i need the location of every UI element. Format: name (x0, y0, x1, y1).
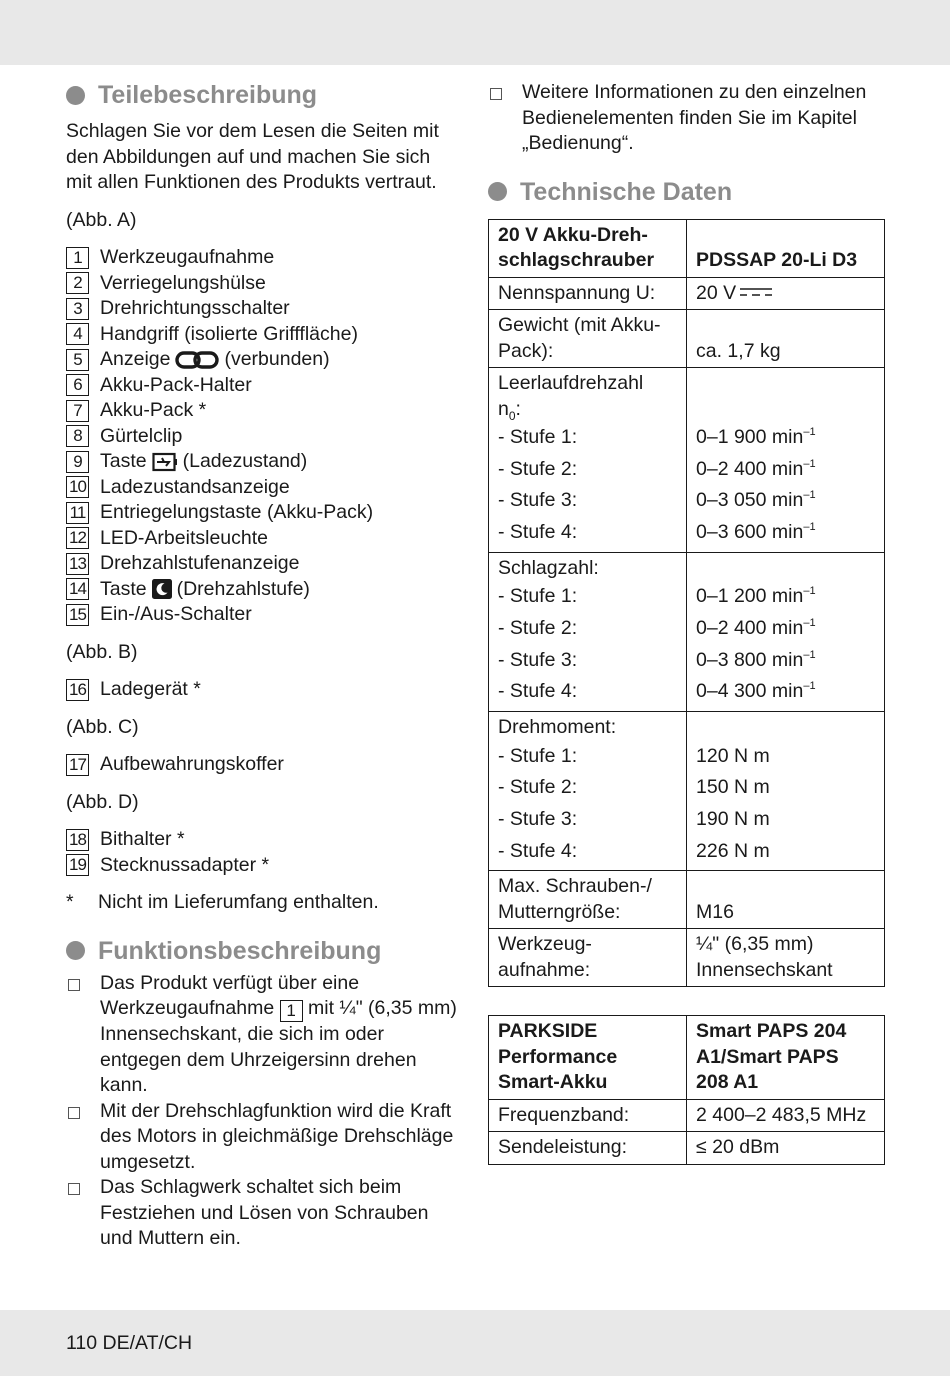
table-row (489, 277, 885, 310)
battery-charge-icon (152, 452, 178, 472)
list-item (66, 577, 458, 603)
table-cell: Werkzeug-aufnahme: (489, 929, 687, 987)
part-label: Anzeige (100, 348, 171, 370)
figure-ref-b: (Abb. B) (66, 640, 138, 663)
part-label: Akku-Pack * (100, 399, 207, 421)
unit: min (771, 457, 804, 480)
stufe-value (696, 454, 875, 486)
table-row (489, 712, 885, 871)
part-number: 11 (66, 502, 89, 524)
unit-exponent: –1 (803, 585, 816, 598)
row-label (498, 397, 677, 423)
stufe-label: - Stufe 2: (498, 616, 578, 639)
colon: : (515, 397, 521, 420)
stufe-value (696, 645, 875, 677)
list-item (66, 602, 458, 628)
part-label: Bithalter * (100, 828, 185, 850)
table-row (489, 929, 885, 987)
link-chain-icon (175, 350, 219, 370)
part-label: Drehrichtungsschalter (100, 297, 290, 319)
value: 0–1 900 (696, 426, 767, 448)
part-label: Ladezustandsanzeige (100, 475, 290, 498)
smart-akku-table (488, 1015, 885, 1165)
list-item (66, 271, 458, 297)
value: 0–2 400 (696, 457, 767, 480)
unit-exponent: –1 (803, 489, 816, 502)
checkbox-square-icon (68, 1183, 80, 1195)
stufe-value (696, 422, 875, 454)
symbol-n: n (498, 397, 509, 420)
part-label: Akku-Pack-Halter (100, 373, 252, 396)
part-number: 19 (66, 854, 89, 876)
table-cell: ¼" (6,35 mm) Innensechskant (687, 929, 885, 987)
list-item (66, 424, 458, 450)
checkbox-square-icon (68, 1107, 80, 1119)
part-label-suffix: (verbunden) (224, 348, 330, 370)
table-cell: Max. Schrauben-/ Mutterngröße: (489, 871, 687, 929)
stufe-label: - Stufe 3: (498, 489, 578, 512)
stufe-value (696, 676, 875, 708)
part-number: 13 (66, 553, 89, 575)
page-number: 110 DE/AT/CH (66, 1332, 193, 1354)
stufe-label: - Stufe 4: (498, 521, 578, 544)
value: 0–3 600 (696, 521, 767, 544)
part-number: 12 (66, 527, 89, 549)
table-cell: Sendeleistung: (489, 1132, 687, 1165)
intro-text: Schlagen Sie vor dem Lesen die Seiten mit den Abbildungen auf und machen Sie sich mit allen Funktionen des Produkts vertraut. (66, 120, 439, 193)
part-number: 16 (66, 679, 89, 701)
part-number: 9 (66, 451, 89, 473)
stufe-label: - Stufe 1: (498, 585, 578, 608)
table-row (489, 1016, 885, 1100)
part-label: Ein-/Aus-Schalter (100, 603, 252, 625)
section-heading-technische-daten (488, 177, 885, 207)
table-cell (687, 368, 885, 553)
bullet-dot-icon (488, 182, 507, 201)
table-cell: ca. 1,7 kg (687, 310, 885, 368)
table-row (489, 368, 885, 553)
list-item (66, 1099, 458, 1176)
part-label-suffix: (Ladezustand) (182, 450, 308, 472)
section-heading-teilebeschreibung (66, 80, 458, 110)
list-item (66, 245, 458, 271)
list-item (66, 373, 458, 399)
unit: min (771, 648, 804, 671)
list-item (488, 80, 885, 157)
table-cell (687, 277, 885, 310)
stufe-label: - Stufe 3: (498, 648, 578, 671)
part-number: 18 (66, 829, 89, 851)
stufe-value (696, 485, 875, 517)
direct-current-icon (740, 287, 772, 297)
table-row (489, 871, 885, 929)
stufe-value (696, 517, 875, 549)
checkbox-square-icon (490, 88, 502, 100)
list-item (66, 526, 458, 552)
table-cell: M16 (687, 871, 885, 929)
unit-exponent: –1 (803, 616, 816, 629)
part-label-suffix: (Drehzahlstufe) (176, 577, 310, 600)
row-label: Schlagzahl: (498, 556, 599, 579)
left-column (66, 80, 458, 1252)
table-header-cell: PARKSIDE Performance Smart-Akku (489, 1016, 687, 1100)
list-item (66, 971, 458, 1099)
bullet-text: mit ¼" (6,35 mm) Innensechskant, die sich im oder entgegen dem Uhrzeigersinn drehen kann. (100, 997, 457, 1096)
page-header-bar (0, 0, 950, 65)
stufe-value (696, 613, 875, 645)
table-header-cell: PDSSAP 20-Li D3 (687, 219, 885, 277)
stufe-label: - Stufe 3: (498, 807, 578, 830)
table-row (489, 219, 885, 277)
part-label: Ladegerät * (100, 678, 201, 700)
part-number: 1 (66, 247, 89, 269)
bullet-text: Weitere Informationen zu den einzelnen Bedienelementen finden Sie im Kapitel „Bedienung“. (522, 81, 867, 154)
part-number: 10 (66, 476, 89, 498)
part-number: 5 (66, 349, 89, 371)
stufe-value: 120 N m (696, 744, 770, 767)
unit: min (771, 585, 804, 608)
part-label: Taste (100, 577, 147, 600)
heading-text: Teilebeschreibung (98, 81, 318, 109)
unit-exponent: –1 (803, 680, 816, 693)
unit: min (771, 426, 804, 448)
table-cell (489, 368, 687, 553)
value: 0–4 300 (696, 680, 767, 703)
list-item (66, 752, 458, 778)
value: 0–3 050 (696, 489, 767, 512)
table-cell: Gewicht (mit Akku-Pack): (489, 310, 687, 368)
checkbox-square-icon (68, 979, 80, 991)
part-label: Werkzeugaufnahme (100, 246, 275, 268)
list-item (66, 398, 458, 424)
part-number: 15 (66, 604, 89, 626)
figure-ref-c: (Abb. C) (66, 715, 139, 738)
part-label: Aufbewahrungskoffer (100, 753, 284, 775)
part-label: Taste (100, 450, 147, 472)
stufe-label: - Stufe 1: (498, 426, 578, 448)
table-row (489, 552, 885, 711)
part-number: 6 (66, 374, 89, 396)
part-number: 7 (66, 400, 89, 422)
bullet-text: Mit der Drehschlagfunktion wird die Kraft des Motors in gleichmäßige Drehschläge umgesetzt. (100, 1099, 454, 1173)
table-cell: ≤ 20 dBm (687, 1132, 885, 1165)
parts-list-a (66, 245, 458, 628)
right-column (488, 80, 885, 1165)
function-bullets (66, 971, 458, 1252)
part-number: 2 (66, 272, 89, 294)
list-item (66, 551, 458, 577)
list-item (66, 853, 458, 879)
unit-exponent: –1 (803, 426, 816, 438)
unit: min (771, 680, 804, 703)
part-label: Drehzahlstufenanzeige (100, 552, 300, 574)
table-header-cell: 20 V Akku-Dreh-schlagschrauber (489, 219, 687, 277)
stufe-value: 190 N m (696, 807, 770, 830)
figure-ref-a: (Abb. A) (66, 208, 137, 231)
list-item (66, 827, 458, 853)
stufe-value (696, 581, 875, 613)
bullet-dot-icon (66, 941, 85, 960)
part-number: 3 (66, 298, 89, 320)
footnote-text: Nicht im Lieferumfang enthalten. (98, 891, 379, 913)
unit-exponent: –1 (803, 521, 816, 534)
table-cell (687, 712, 885, 871)
heading-text: Funktionsbeschreibung (98, 936, 382, 965)
list-item (66, 322, 458, 348)
part-number: 1 (280, 1000, 303, 1022)
stufe-label: - Stufe 2: (498, 776, 578, 799)
table-cell (687, 552, 885, 711)
stufe-value: 226 N m (696, 839, 770, 862)
heading-text: Technische Daten (520, 177, 733, 206)
part-label: Entriegelungstaste (Akku-Pack) (100, 501, 374, 523)
unit: min (771, 489, 804, 512)
stufe-value: 150 N m (696, 776, 770, 799)
table-cell (489, 712, 687, 871)
part-number: 17 (66, 754, 89, 776)
table-row (489, 1132, 885, 1165)
list-item (66, 296, 458, 322)
unit-exponent: –1 (803, 457, 816, 470)
part-label: Verriegelungshülse (100, 271, 266, 294)
part-label: LED-Arbeitsleuchte (100, 526, 268, 549)
table-row (489, 310, 885, 368)
subscript: 0 (508, 408, 516, 423)
bullet-dot-icon (66, 86, 85, 105)
table-cell (489, 552, 687, 711)
figure-ref-d: (Abb. D) (66, 790, 139, 813)
part-number: 4 (66, 323, 89, 345)
footnote-marker: * (66, 891, 74, 913)
table-cell: Nennspannung U: (489, 277, 687, 310)
row-label: Leerlaufdrehzahl (498, 372, 644, 394)
list-item (66, 677, 458, 703)
list-item (66, 1175, 458, 1252)
stufe-label: - Stufe 2: (498, 457, 578, 480)
unit-exponent: –1 (803, 648, 816, 661)
table-row (489, 1099, 885, 1132)
table-header-cell: Smart PAPS 204 A1/Smart PAPS 208 A1 (687, 1016, 885, 1100)
list-item (66, 475, 458, 501)
part-label: Handgriff (isolierte Grifffläche) (100, 322, 358, 345)
part-number: 14 (66, 578, 89, 600)
unit: min (771, 521, 804, 544)
part-label: Gürtelclip (100, 424, 183, 447)
voltage-value: 20 V (696, 281, 737, 304)
bullet-text: Das Produkt verfügt über eine Werkzeugaufnahme (100, 971, 360, 1019)
footnote (66, 890, 458, 916)
part-number: 8 (66, 425, 89, 447)
bullet-text: Das Schlagwerk schaltet sich beim Festziehen und Lösen von Schrauben und Muttern ein. (100, 1176, 429, 1249)
table-cell: Frequenzband: (489, 1099, 687, 1132)
list-item (66, 449, 458, 475)
function-bullets-continued (488, 80, 885, 157)
row-label: Drehmoment: (498, 716, 617, 738)
value: 0–1 200 (696, 585, 767, 608)
value: 0–2 400 (696, 616, 767, 639)
stufe-label: - Stufe 4: (498, 839, 578, 862)
unit: min (771, 616, 804, 639)
speed-step-icon (152, 579, 172, 599)
list-item (66, 500, 458, 526)
tech-data-table (488, 219, 885, 988)
part-label: Stecknussadapter * (100, 853, 270, 876)
section-heading-funktionsbeschreibung (66, 936, 458, 966)
stufe-label: - Stufe 4: (498, 680, 578, 703)
stufe-label: - Stufe 1: (498, 744, 578, 767)
list-item (66, 347, 458, 373)
table-cell: 2 400–2 483,5 MHz (687, 1099, 885, 1132)
value: 0–3 800 (696, 648, 767, 671)
